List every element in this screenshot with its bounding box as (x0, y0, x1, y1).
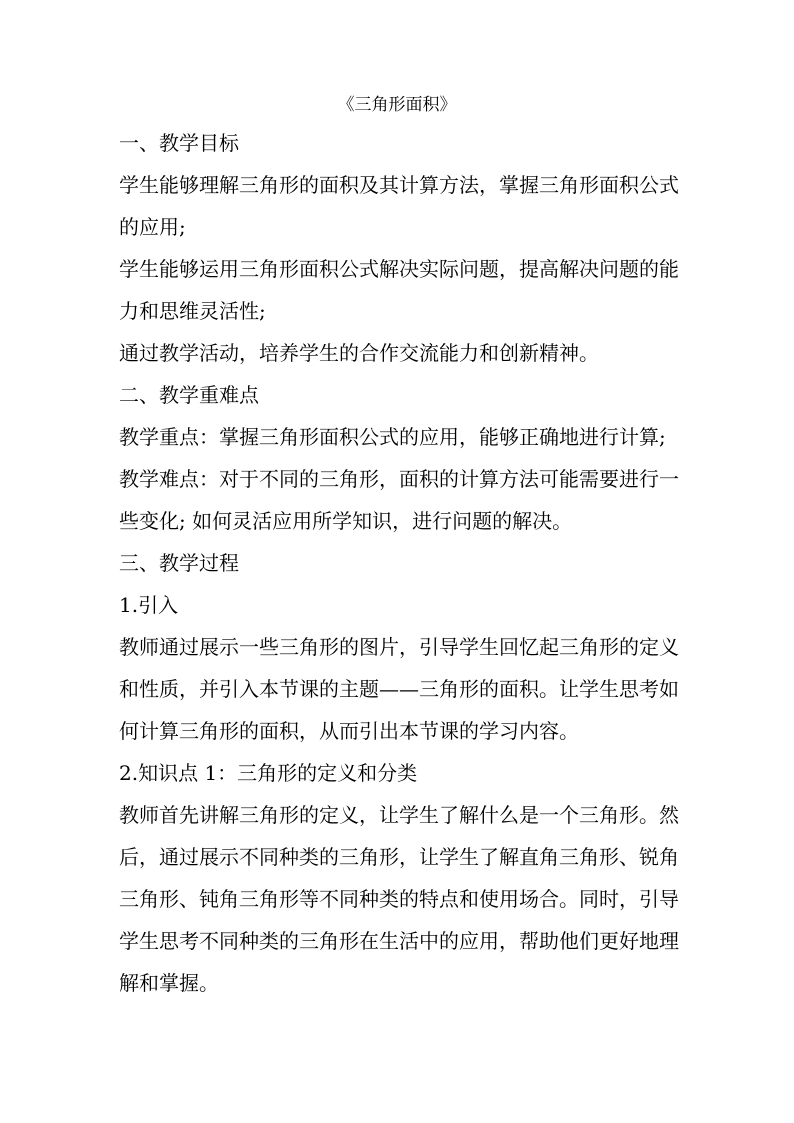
document-body (119, 122, 679, 1004)
paragraph: 教学重点：掌握三角形面积公式的应用，能够正确地进行计算; (119, 425, 666, 449)
paragraph: 学生能够理解三角形的面积及其计算方法，掌握三角形面积公式的应用; (119, 173, 679, 239)
paragraph: 教学难点：对于不同的三角形，面积的计算方法可能需要进行一些变化; 如何灵活应用所学知识，进行问题的解决。 (119, 467, 679, 533)
section-heading-objectives: 一、教学目标 (119, 131, 239, 155)
section-heading-key-points: 二、教学重难点 (119, 383, 259, 407)
paragraph: 通过教学活动，培养学生的合作交流能力和创新精神。 (119, 341, 599, 365)
subheading-knowledge-point-1: 2.知识点 1：三角形的定义和分类 (119, 761, 418, 785)
paragraph: 教师首先讲解三角形的定义，让学生了解什么是一个三角形。然后，通过展示不同种类的三角形，让学生了解直角三角形、锐角三角形、钝角三角形等不同种类的特点和使用场合。同时，引导学生思考不同种类的三角形在生活中的应用，帮助他们更好地理解和掌握。 (119, 803, 679, 995)
section-heading-process: 三、教学过程 (119, 551, 239, 575)
paragraph: 教师通过展示一些三角形的图片，引导学生回忆起三角形的定义和性质，并引入本节课的主题——三角形的面积。让学生思考如何计算三角形的面积，从而引出本节课的学习内容。 (119, 635, 679, 743)
subheading-intro: 1.引入 (119, 593, 179, 617)
document-title: 《三角形面积》 (337, 95, 457, 115)
paragraph: 学生能够运用三角形面积公式解决实际问题，提高解决问题的能力和思维灵活性; (119, 257, 679, 323)
